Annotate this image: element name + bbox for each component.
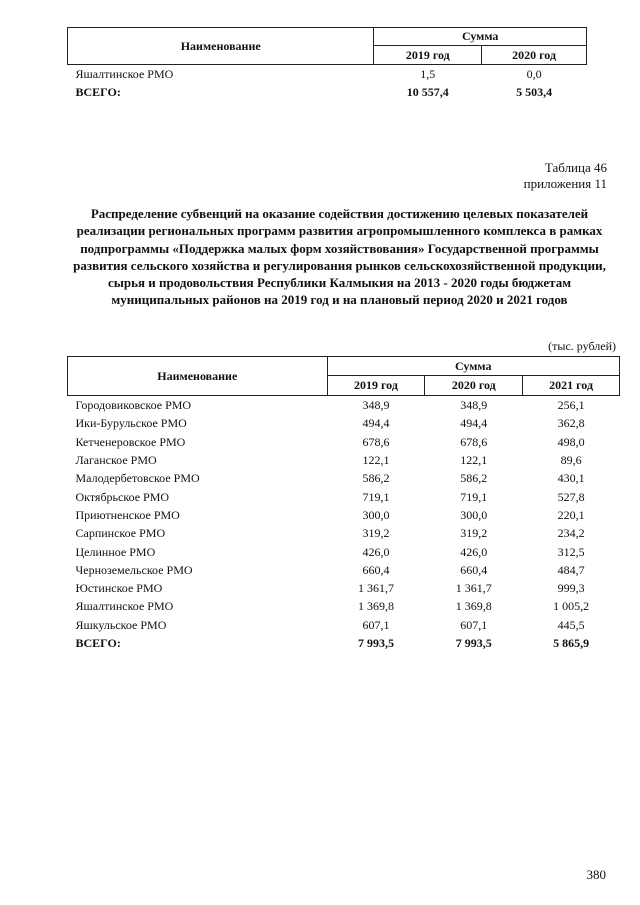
- table-subventions: [67, 356, 620, 652]
- row-value-2019: 719,1: [362, 489, 390, 504]
- table-row: [68, 396, 620, 415]
- row-value-2020: 586,2: [460, 471, 488, 486]
- appendix-caption: приложения 11: [523, 176, 607, 191]
- row-value-2020: 300,0: [460, 507, 488, 522]
- row-value-2020: 122,1: [460, 453, 488, 468]
- column-header-sum: Сумма: [327, 357, 619, 376]
- table-row: [68, 542, 620, 560]
- table-row: [68, 65, 587, 84]
- column-header-name: Наименование: [68, 28, 374, 65]
- table-row: [68, 616, 620, 634]
- document-heading: Распределение субвенций на оказание содействия достижению целевых показателей реализации региональных программ развития агропромышленного комплекса в рамках подпрограммы «Поддержка малых форм хозяйствования» Государственной программы развития сельского хозяйства и регулирования рынков сельскохозяйственной продукции, сырья и продовольствия Республики Калмыкия на 2013 - 2020 годы бюджетам муниципальных районов на 2019 год и на плановый период 2020 и 2021 годов: [73, 206, 606, 308]
- row-name: Лаганское РМО: [75, 453, 157, 468]
- row-value-2019: 586,2: [362, 471, 390, 486]
- row-value-2021: 430,1: [557, 471, 585, 486]
- row-value-2021: 445,5: [557, 617, 585, 632]
- units-label: (тыс. рублей): [548, 339, 616, 353]
- column-header-year: 2020 год: [482, 46, 587, 65]
- row-value-2021: 484,7: [557, 562, 585, 577]
- column-header-year: 2019 год: [327, 376, 425, 396]
- table-row: [68, 451, 620, 469]
- row-value-2020: 348,9: [460, 398, 488, 413]
- row-value-2019: 426,0: [362, 544, 390, 559]
- row-name: Городовиковское РМО: [75, 398, 192, 413]
- row-value-2020: 494,4: [460, 416, 488, 431]
- row-value-2021: 498,0: [557, 434, 585, 449]
- row-value-2019: 1 361,7: [357, 581, 394, 596]
- table-row: [68, 579, 620, 597]
- row-value-2019: 1 369,8: [357, 599, 394, 614]
- row-value-2021: 1 005,2: [553, 599, 590, 614]
- row-name: Яшалтинское РМО: [75, 599, 174, 614]
- row-name: Октябрьское РМО: [75, 489, 170, 504]
- column-header-year: 2019 год: [374, 46, 482, 65]
- row-value-2020: 319,2: [460, 526, 488, 541]
- row-name: Ики-Бурульское РМО: [75, 416, 187, 431]
- row-value-2021: 362,8: [557, 416, 585, 431]
- table-row: [68, 597, 620, 615]
- row-name: Сарпинское РМО: [75, 526, 166, 541]
- row-value-2020: 719,1: [460, 489, 488, 504]
- row-value-2019: 1,5: [420, 67, 436, 82]
- total-label: ВСЕГО:: [75, 85, 121, 100]
- row-value-2020: 678,6: [460, 434, 488, 449]
- row-value-2021: 220,1: [557, 507, 585, 522]
- column-header-name: Наименование: [68, 357, 328, 396]
- row-name: Малодербетовское РМО: [75, 471, 200, 486]
- row-name: Черноземельское РМО: [75, 562, 193, 577]
- column-header-sum: Сумма: [374, 28, 587, 46]
- table-row: [68, 433, 620, 451]
- row-value-2021: 999,3: [557, 581, 585, 596]
- table-row: [68, 469, 620, 487]
- row-value-2021: 89,6: [560, 453, 582, 468]
- row-name: Юстинское РМО: [75, 581, 163, 596]
- table-row-total: [68, 83, 587, 101]
- total-value-2021: 5 865,9: [553, 636, 590, 650]
- total-value-2019: 10 557,4: [406, 85, 449, 100]
- table-row: [68, 487, 620, 505]
- row-value-2019: 319,2: [362, 526, 390, 541]
- table-row: [68, 561, 620, 579]
- total-value-2019: 7 993,5: [357, 636, 394, 650]
- row-value-2020: 1 369,8: [455, 599, 492, 614]
- row-name: Яшкульское РМО: [75, 617, 167, 632]
- table-row: [68, 506, 620, 524]
- table-continuation: [67, 27, 587, 102]
- table-row: [68, 524, 620, 542]
- row-value-2021: 234,2: [557, 526, 585, 541]
- row-value-2021: 527,8: [557, 489, 585, 504]
- row-value-2019: 122,1: [362, 453, 390, 468]
- page-number: 380: [586, 867, 606, 882]
- total-label: ВСЕГО:: [75, 636, 121, 650]
- column-header-year: 2021 год: [523, 376, 620, 396]
- row-name: Яшалтинское РМО: [75, 67, 174, 82]
- total-value-2020: 5 503,4: [516, 85, 553, 100]
- table-row-total: [68, 634, 620, 652]
- column-header-year: 2020 год: [425, 376, 523, 396]
- row-value-2021: 312,5: [557, 544, 585, 559]
- row-value-2020: 426,0: [460, 544, 488, 559]
- row-value-2019: 678,6: [362, 434, 390, 449]
- row-name: Приютненское РМО: [75, 507, 180, 522]
- row-value-2019: 607,1: [362, 617, 390, 632]
- row-value-2019: 348,9: [362, 398, 390, 413]
- row-value-2019: 494,4: [362, 416, 390, 431]
- row-value-2019: 300,0: [362, 507, 390, 522]
- row-name: Кетченеровское РМО: [75, 434, 186, 449]
- row-value-2021: 256,1: [557, 398, 585, 413]
- row-value-2020: 1 361,7: [455, 581, 492, 596]
- row-value-2020: 660,4: [460, 562, 488, 577]
- row-name: Целинное РМО: [75, 544, 156, 559]
- table-caption: Таблица 46: [544, 160, 607, 175]
- total-value-2020: 7 993,5: [455, 636, 492, 650]
- row-value-2019: 660,4: [362, 562, 390, 577]
- row-value-2020: 0,0: [526, 67, 542, 82]
- table-row: [68, 414, 620, 432]
- row-value-2020: 607,1: [460, 617, 488, 632]
